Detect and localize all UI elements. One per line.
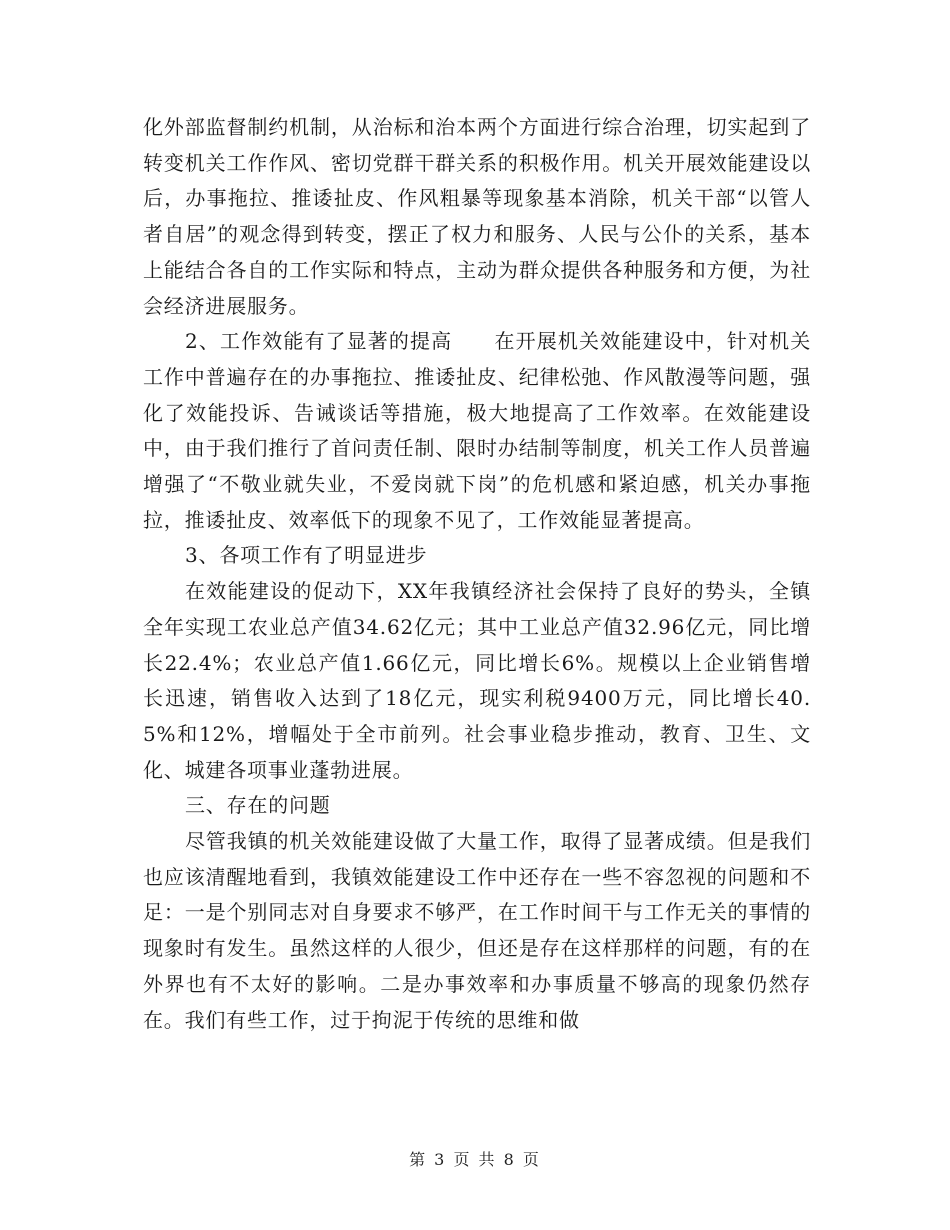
paragraph-3: 在效能建设的促动下，XX年我镇经济社会保持了良好的势头，全镇全年实现工农业总产值34.62亿元；其中工业总产值32.96亿元，同比增长22.4%；农业总产值1.66亿元，同比增长6%。规模以上企业销售增长迅速，销售收入达到了18亿元，现实利税9400万元，同比增长40.5%和12%，增幅处于全市前列。社会事业稳步推动，教育、卫生、文化、城建各项事业蓬勃进展。 xyxy=(143,579,811,782)
paragraph-2: 2、工作效能有了显著的提高 在开展机关效能建设中，针对机关工作中普遍存在的办事拖拉、推诿扯皮、纪律松弛、作风散漫等问题，强化了效能投诉、告诫谈话等措施，极大地提高了工作效率。在效能建设中，由于我们推行了首问责任制、限时办结制等制度，机关工作人员普遍增强了“不敬业就失业，不爱岗就下岗”的危机感和紧迫感，机关办事拖拉，推诿扯皮、效率低下的现象不见了，工作效能显著提高。 xyxy=(143,329,811,532)
section-heading-progress: 3、各项工作有了明显进步 xyxy=(185,543,428,568)
section-heading-problems: 三、存在的问题 xyxy=(185,793,331,818)
paragraph-4: 尽管我镇的机关效能建设做了大量工作，取得了显著成绩。但是我们也应该清醒地看到，我镇效能建设工作中还存在一些不容忽视的问题和不足：一是个别同志对自身要求不够严，在工作时间干与工作无关的事情的现象时有发生。虽然这样的人很少，但还是存在这样那样的问题，有的在外界也有不太好的影响。二是办事效率和办事质量不够高的现象仍然存在。我们有些工作，过于拘泥于传统的思维和做 xyxy=(143,829,811,1032)
paragraph-1: 化外部监督制约机制，从治标和治本两个方面进行综合治理，切实起到了转变机关工作作风、密切党群干群关系的积极作用。机关开展效能建设以后，办事拖拉、推诿扯皮、作风粗暴等现象基本消除，机关干部“以管人者自居”的观念得到转变，摆正了权力和服务、人民与公仆的关系，基本上能结合各自的工作实际和特点，主动为群众提供各种服务和方便，为社会经济进展服务。 xyxy=(143,115,811,318)
body-text xyxy=(143,110,811,1038)
page-number-footer: 第 3 页 共 8 页 xyxy=(409,1150,541,1169)
